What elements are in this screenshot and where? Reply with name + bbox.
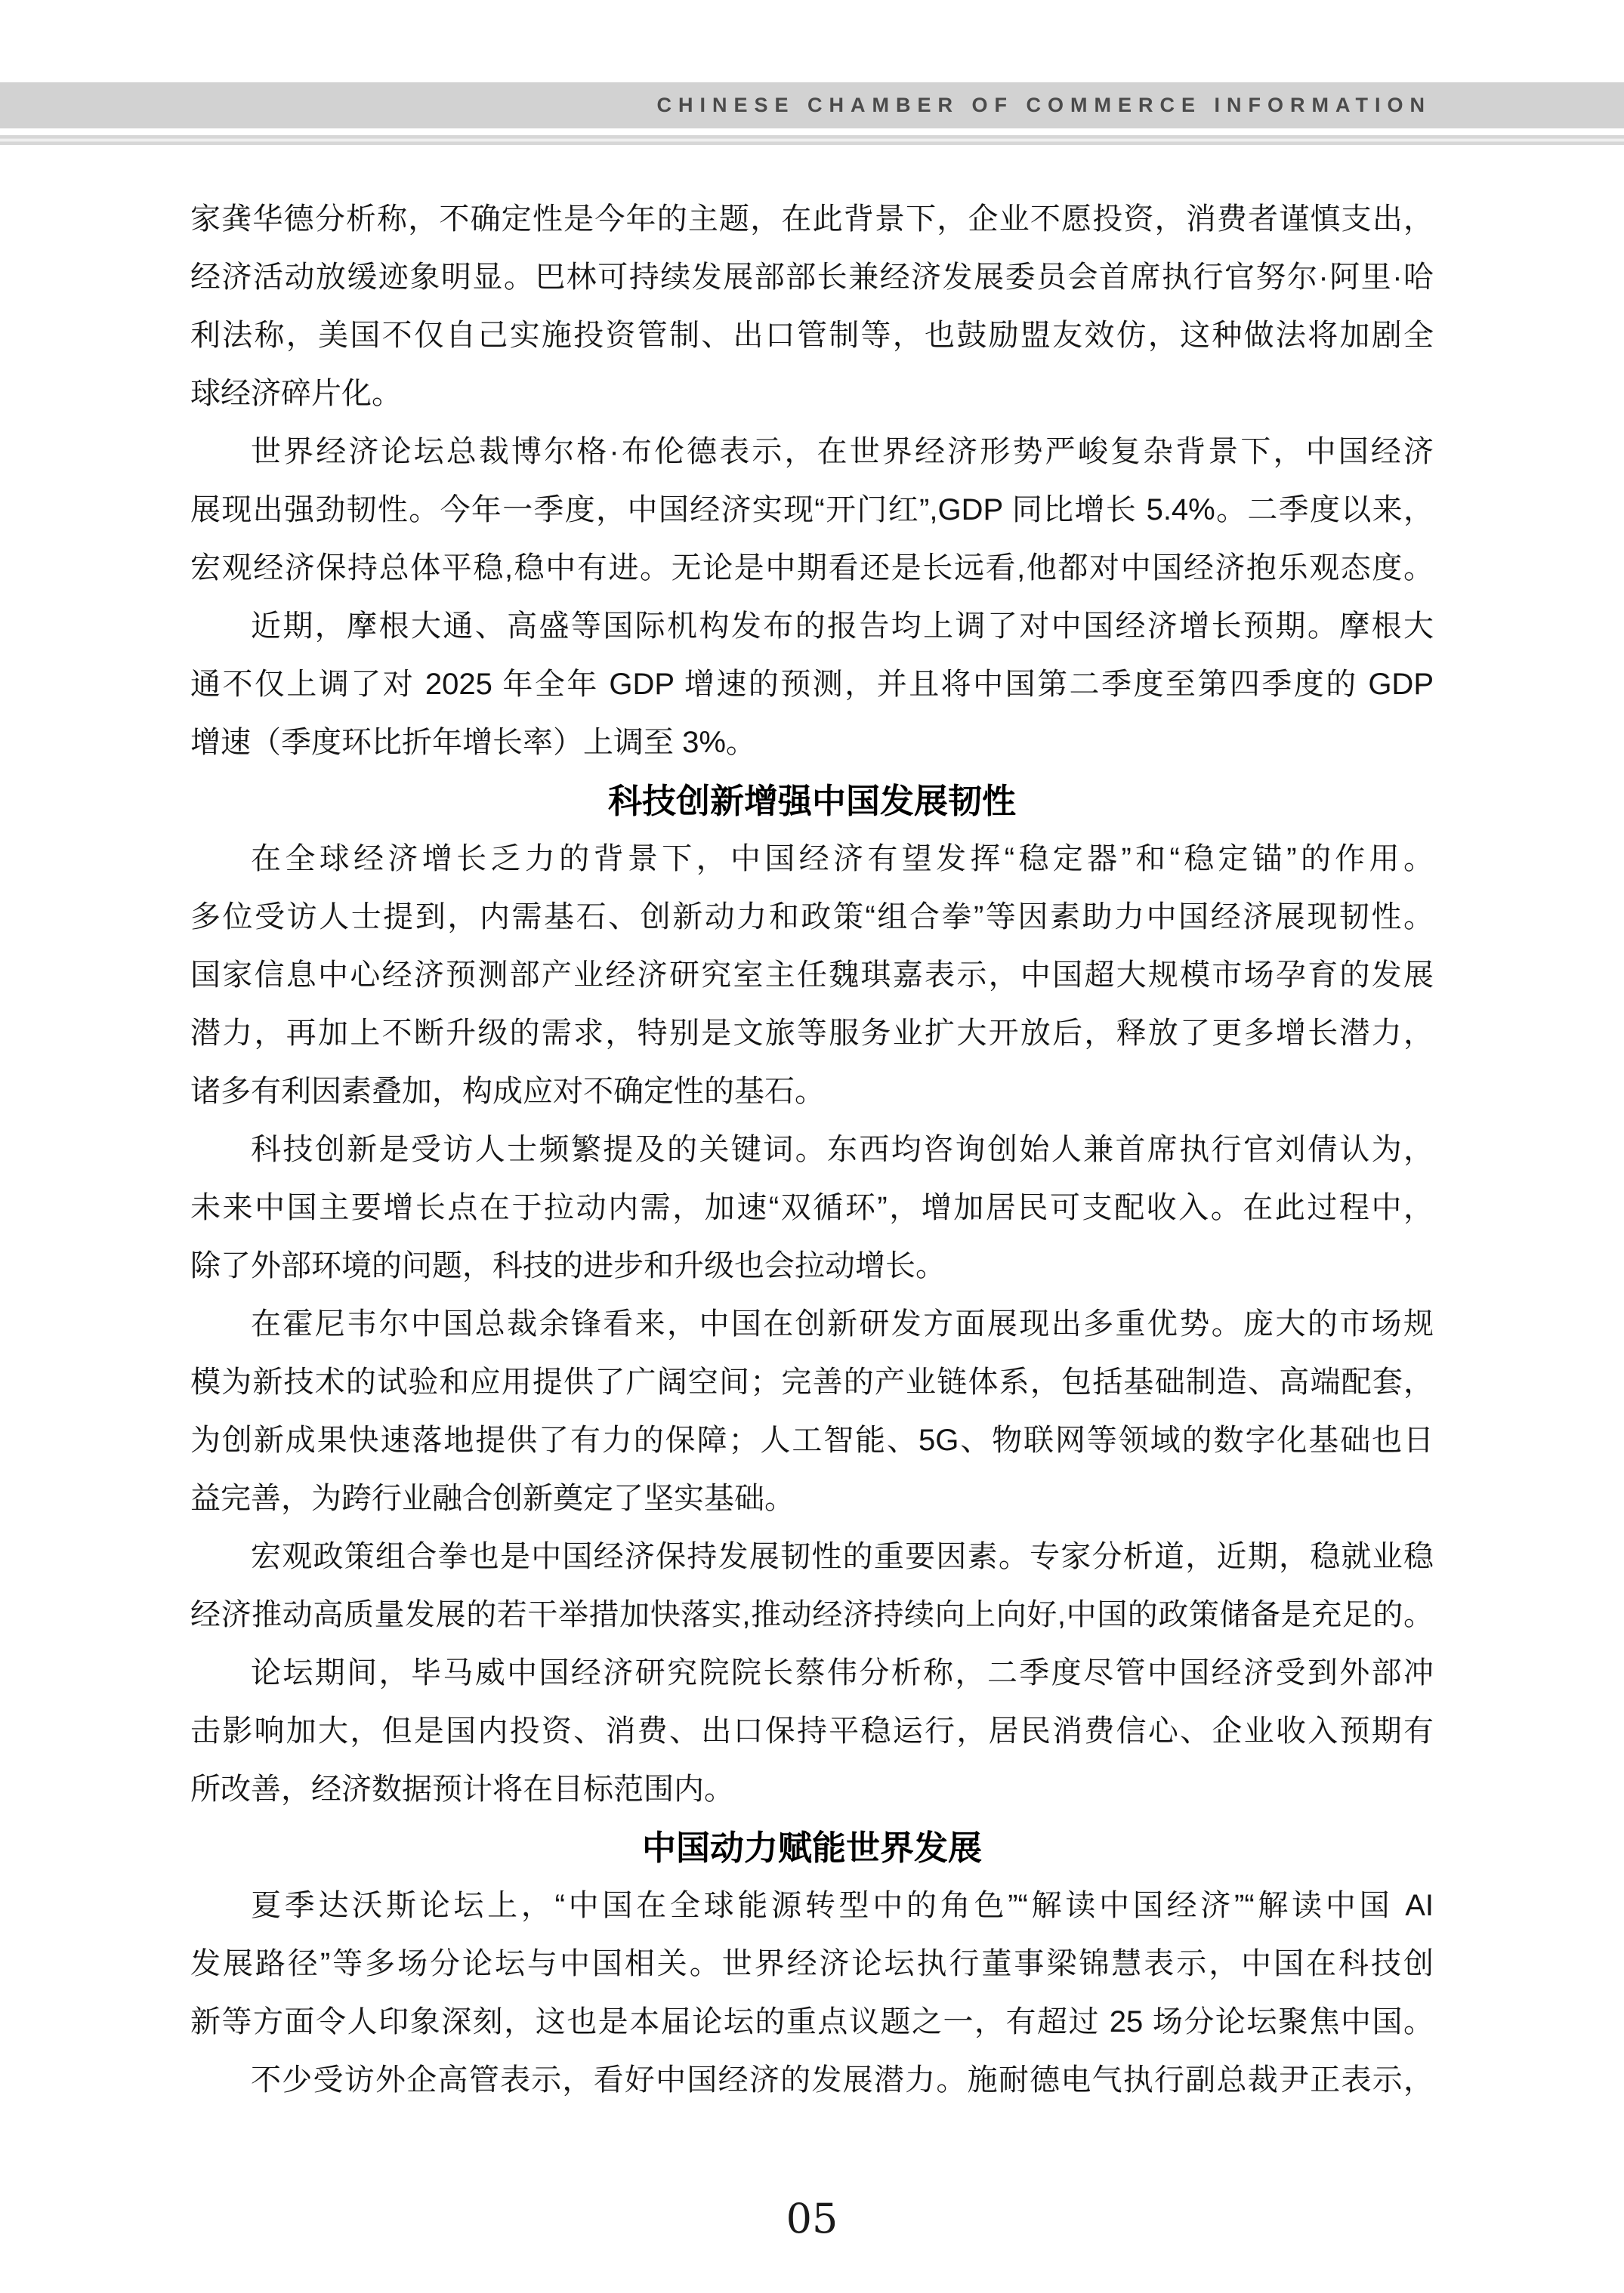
text-line: 不少受访外企高管表示，看好中国经济的发展潜力。施耐德电气执行副总裁尹正表示， [251,2063,1434,2097]
text-line: 论坛期间，毕马威中国经济研究院院长蔡伟分析称，二季度尽管中国经济受到外部冲 [251,1656,1434,1690]
section-heading: 中国动力赋能世界发展 [641,1829,982,1867]
text-line: 经济活动放缓迹象明显。巴林可持续发展部部长兼经济发展委员会首席执行官努尔·阿里·哈 [190,261,1434,294]
header-banner-text: CHINESE CHAMBER OF COMMERCE INFORMATION [656,94,1431,116]
text-line: 近期，摩根大通、高盛等国际机构发布的报告均上调了对中国经济增长预期。摩根大 [251,610,1434,643]
page-number: 05 [786,2195,838,2242]
text-line: 多位受访人士提到，内需基石、创新动力和政策“组合拳”等因素助力中国经济展现韧性。 [190,900,1434,934]
text-line: 在全球经济增长乏力的背景下，中国经济有望发挥“稳定器”和“稳定锚”的作用。 [251,842,1434,875]
section-heading: 科技创新增强中国发展韧性 [607,782,1016,820]
text-line: 宏观政策组合拳也是中国经济保持发展韧性的重要因素。专家分析道，近期，稳就业稳 [251,1540,1434,1573]
text-line: 展现出强劲韧性。今年一季度，中国经济实现“开门红”,GDP 同比增长 5.4%。二季度以来， [190,493,1434,526]
text-line: 科技创新是受访人士频繁提及的关键词。东西均咨询创始人兼首席执行官刘倩认为， [251,1133,1434,1166]
text-line: 在霍尼韦尔中国总裁余锋看来，中国在创新研发方面展现出多重优势。庞大的市场规 [251,1307,1434,1341]
text-line: 夏季达沃斯论坛上，“中国在全球能源转型中的角色”“解读中国经济”“解读中国 AI [251,1889,1434,1922]
text-line: 除了外部环境的问题，科技的进步和升级也会拉动增长。 [190,1249,946,1282]
text-line: 国家信息中心经济预测部产业经济研究室主任魏琪嘉表示，中国超大规模市场孕育的发展 [190,958,1434,992]
text-line: 利法称，美国不仅自己实施投资管制、出口管制等，也鼓励盟友效仿，这种做法将加剧全 [190,319,1434,352]
text-line: 击影响加大，但是国内投资、消费、出口保持平稳运行，居民消费信心、企业收入预期有 [190,1714,1434,1748]
text-line: 益完善，为跨行业融合创新奠定了坚实基础。 [190,1482,795,1515]
header-banner [0,82,1624,128]
text-line: 所改善，经济数据预计将在目标范围内。 [190,1773,734,1806]
text-line: 为创新成果快速落地提供了有力的保障；人工智能、5G、物联网等领域的数字化基础也日 [190,1424,1434,1457]
text-line: 新等方面令人印象深刻，这也是本届论坛的重点议题之一，有超过 25 场分论坛聚焦中国。 [190,2005,1434,2038]
article-body [190,190,1434,2109]
text-line: 发展路径”等多场分论坛与中国相关。世界经济论坛执行董事梁锦慧表示，中国在科技创 [190,1947,1434,1980]
text-line: 诸多有利因素叠加，构成应对不确定性的基石。 [190,1075,825,1108]
text-line: 未来中国主要增长点在于拉动内需，加速“双循环”，增加居民可支配收入。在此过程中， [190,1191,1434,1224]
text-line: 世界经济论坛总裁博尔格·布伦德表示，在世界经济形势严峻复杂背景下，中国经济 [251,435,1434,468]
text-line: 家龚华德分析称，不确定性是今年的主题，在此背景下，企业不愿投资，消费者谨慎支出， [190,202,1434,236]
text-line: 模为新技术的试验和应用提供了广阔空间；完善的产业链体系，包括基础制造、高端配套， [190,1366,1434,1399]
text-line: 球经济碎片化。 [190,377,402,410]
text-line: 增速（季度环比折年增长率）上调至 3%。 [190,726,756,759]
text-line: 潜力，再加上不断升级的需求，特别是文旅等服务业扩大开放后，释放了更多增长潜力， [190,1017,1434,1050]
text-line: 宏观经济保持总体平稳,稳中有进。无论是中期看还是长远看,他都对中国经济抱乐观态度。 [190,551,1434,585]
text-line: 通不仅上调了对 2025 年全年 GDP 增速的预测，并且将中国第二季度至第四季度的 GDP [190,668,1434,701]
text-line: 经济推动高质量发展的若干举措加快落实,推动经济持续向上向好,中国的政策储备是充足的。 [190,1598,1434,1631]
header-divider-stripe [0,135,1624,145]
